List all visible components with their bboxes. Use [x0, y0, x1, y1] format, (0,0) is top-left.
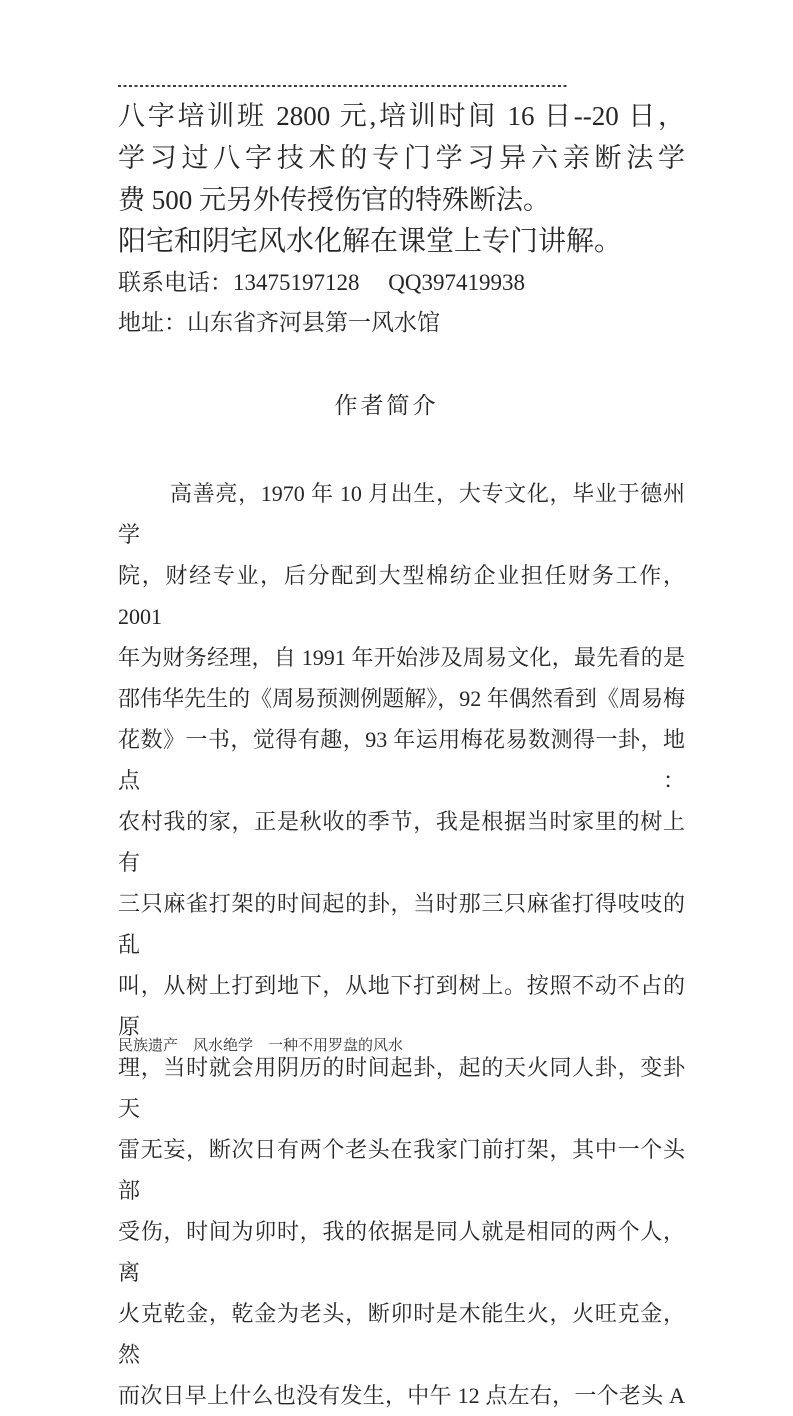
notice-line: 学习过八字技术的专门学习异六亲断法学 — [118, 143, 685, 173]
biography-line: 叫，从树上打到地下，从地下打到树上。按照不动不占的原 — [118, 973, 685, 1039]
contact-phone-line: 联系电话：13475197128 QQ397419938 — [118, 270, 525, 295]
notice-line: 八字培训班 2800 元,培训时间 16 日--20 日， — [118, 101, 685, 131]
section-title-author-intro: 作者简介 — [334, 393, 439, 418]
address-line: 地址：山东省齐河县第一风水馆 — [118, 310, 440, 335]
page-footer-text: 民族遗产 风水绝学 一种不用罗盘的风水 — [118, 1038, 404, 1054]
biography-line: 年为财务经理，自 1991 年开始涉及周易文化，最先看的是 — [118, 645, 685, 670]
biography-line: 花数》一书，觉得有趣，93 年运用梅花易数测得一卦，地点： — [118, 727, 685, 793]
notice-line: 阳宅和阴宅风水化解在课堂上专门讲解。 — [118, 226, 623, 257]
biography-line: 火克乾金，乾金为老头，断卯时是木能生火，火旺克金，然 — [118, 1301, 685, 1367]
biography-line: 三只麻雀打架的时间起的卦，当时那三只麻雀打得吱吱的乱 — [118, 891, 685, 957]
notice-line: 费 500 元另外传授伤官的特殊断法。 — [118, 185, 550, 215]
biography-paragraph — [118, 473, 685, 1416]
biography-line: 高善亮，1970 年 10 月出生，大专文化，毕业于德州学 — [118, 481, 685, 547]
biography-line: 邵伟华先生的《周易预测例题解》，92 年偶然看到《周易梅 — [118, 686, 685, 711]
biography-line: 受伤，时间为卯时，我的依据是同人就是相同的两个人，离 — [118, 1219, 685, 1285]
biography-line: 雷无妄，断次日有两个老头在我家门前打架，其中一个头部 — [118, 1137, 685, 1203]
page-content-column — [118, 0, 685, 1416]
biography-line: 院，财经专业，后分配到大型棉纺企业担任财务工作，2001 — [118, 563, 685, 629]
biography-line: 农村我的家，正是秋收的季节，我是根据当时家里的树上有 — [118, 809, 685, 875]
training-notice-block — [118, 95, 685, 263]
dashed-divider-line — [118, 85, 568, 87]
biography-line: 而次日早上什么也没有发生，中午 12 点左右，一个老头 A — [118, 1383, 685, 1408]
biography-line: 理，当时就会用阴历的时间起卦，起的天火同人卦，变卦天 — [118, 1055, 685, 1121]
